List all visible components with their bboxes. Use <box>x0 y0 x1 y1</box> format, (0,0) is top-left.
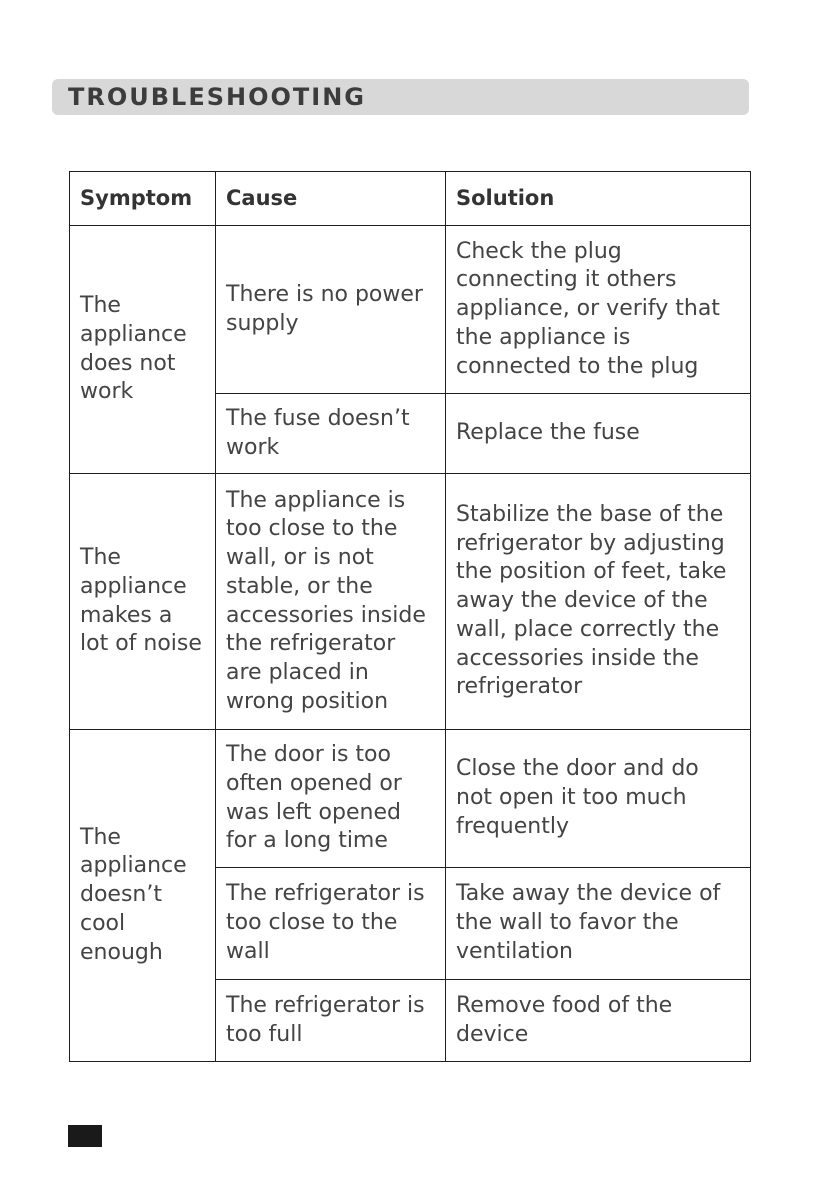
column-header-cause: Cause <box>216 172 446 226</box>
table-row <box>70 474 751 730</box>
solution-cell: Replace the fuse <box>446 394 751 474</box>
solution-cell: Close the door and do not open it too much frequently <box>446 730 751 868</box>
table-row <box>70 226 751 394</box>
page-number-block <box>68 1125 102 1147</box>
solution-cell: Stabilize the base of the refrigerator by adjusting the position of feet, take away the device of the wall, place correctly the accessories inside the refrigerator <box>446 474 751 730</box>
cause-cell: The door is too often opened or was left opened for a long time <box>216 730 446 868</box>
section-header-bar <box>52 79 749 115</box>
column-header-symptom: Symptom <box>70 172 216 226</box>
table-row <box>70 730 751 868</box>
cause-cell: There is no power supply <box>216 226 446 394</box>
symptom-cell: The appliance does not work <box>70 226 216 474</box>
cause-cell: The refrigerator is too close to the wall <box>216 868 446 980</box>
column-header-solution: Solution <box>446 172 751 226</box>
section-title: TROUBLESHOOTING <box>68 83 366 111</box>
cause-cell: The appliance is too close to the wall, or is not stable, or the accessories inside the refrigerator are placed in wrong position <box>216 474 446 730</box>
cause-cell: The fuse doesn’t work <box>216 394 446 474</box>
cause-cell: The refrigerator is too full <box>216 980 446 1062</box>
troubleshooting-table-wrapper <box>69 171 750 1062</box>
table-header-row <box>70 172 751 226</box>
symptom-cell: The appliance makes a lot of noise <box>70 474 216 730</box>
symptom-cell: The appliance doesn’t cool enough <box>70 730 216 1062</box>
solution-cell: Check the plug connecting it others appliance, or verify that the appliance is connected to the plug <box>446 226 751 394</box>
solution-cell: Remove food of the device <box>446 980 751 1062</box>
solution-cell: Take away the device of the wall to favor the ventilation <box>446 868 751 980</box>
troubleshooting-table <box>69 171 751 1062</box>
